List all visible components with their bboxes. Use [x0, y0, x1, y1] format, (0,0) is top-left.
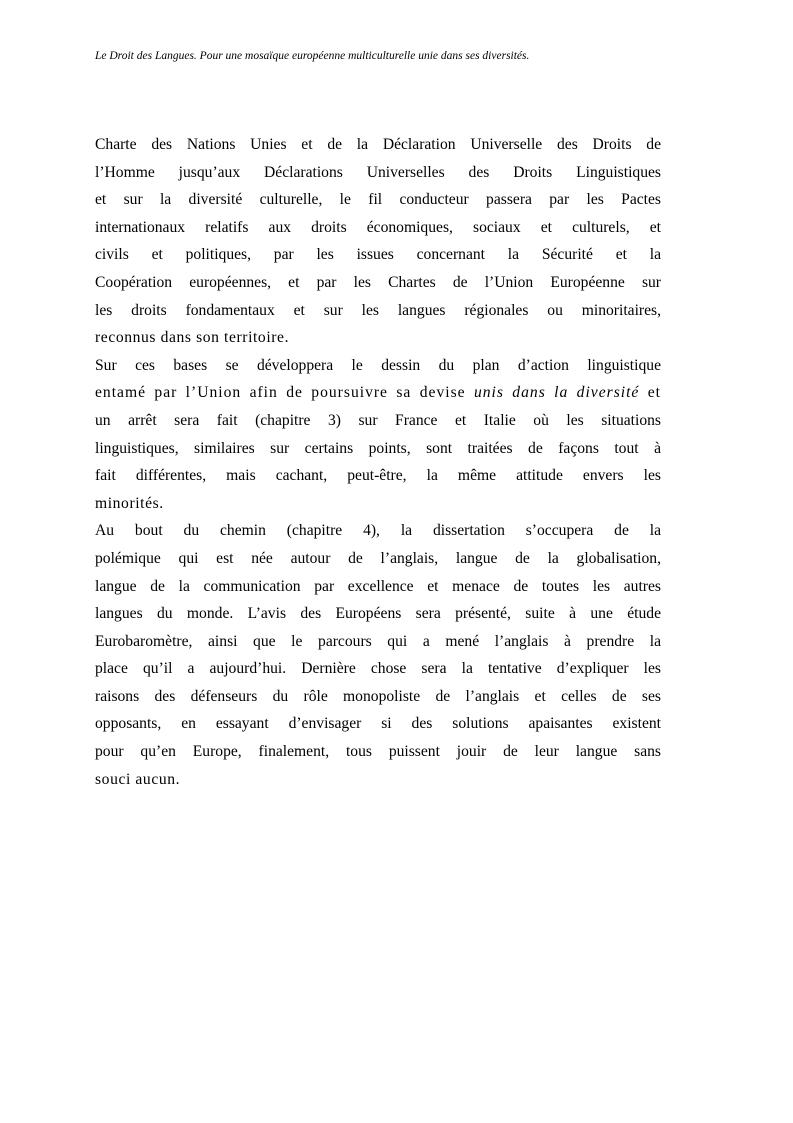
text-line: Sur ces bases se développera le dessin du plan d’action linguistique	[95, 356, 661, 374]
text-line-with-emphasis	[95, 379, 661, 407]
text-run: et	[639, 384, 661, 402]
text-line: les droits fondamentaux et sur les langues régionales ou minoritaires,	[95, 301, 661, 319]
text-line: langues du monde. L’avis des Européens sera présenté, suite à une étude	[95, 605, 661, 623]
text-line: l’Homme jusqu’aux Déclarations Universelles des Droits Linguistiques	[95, 163, 661, 181]
text-line: linguistiques, similaires sur certains points, sont traitées de façons tout à	[95, 439, 661, 457]
text-line: internationaux relatifs aux droits économiques, sociaux et culturels, et	[95, 218, 661, 236]
text-line: langue de la communication par excellence et menace de toutes les autres	[95, 577, 661, 595]
emphasis-motto: unis dans la diversité	[473, 384, 640, 402]
text-line: place qu’il a aujourd’hui. Dernière chose sera la tentative d’expliquer les	[95, 660, 661, 678]
body-text	[95, 131, 661, 793]
paragraph-3	[95, 517, 661, 793]
text-line: civils et politiques, par les issues concernant la Sécurité et la	[95, 246, 661, 264]
text-line: fait différentes, mais cachant, peut-être, la même attitude envers les	[95, 467, 661, 485]
text-line: reconnus dans son territoire.	[95, 329, 290, 347]
text-line: opposants, en essayant d’envisager si des solutions apaisantes existent	[95, 715, 661, 733]
paragraph-1	[95, 131, 661, 352]
text-run: entamé par l’Union afin de poursuivre sa devise	[95, 384, 474, 402]
text-line: Eurobaromètre, ainsi que le parcours qui a mené l’anglais à prendre la	[95, 632, 661, 650]
text-line: pour qu’en Europe, finalement, tous puissent jouir de leur langue sans	[95, 743, 661, 761]
text-line: Au bout du chemin (chapitre 4), la dissertation s’occupera de la	[95, 522, 661, 540]
text-line: Charte des Nations Unies et de la Déclaration Universelle des Droits de	[95, 136, 661, 153]
text-line: un arrêt sera fait (chapitre 3) sur France et Italie où les situations	[95, 411, 661, 429]
text-line: minorités.	[95, 494, 164, 512]
text-line: raisons des défenseurs du rôle monopoliste de l’anglais et celles de ses	[95, 687, 661, 705]
text-line: et sur la diversité culturelle, le fil conducteur passera par les Pactes	[95, 191, 661, 209]
text-line: polémique qui est née autour de l’anglais, langue de la globalisation,	[95, 549, 661, 567]
paragraph-2	[95, 352, 661, 518]
text-line: souci aucun.	[95, 770, 181, 788]
running-header: Le Droit des Langues. Pour une mosaïque européenne multiculturelle unie dans ses diversités.	[95, 50, 530, 62]
text-line: Coopération européennes, et par les Chartes de l’Union Européenne sur	[95, 273, 661, 291]
